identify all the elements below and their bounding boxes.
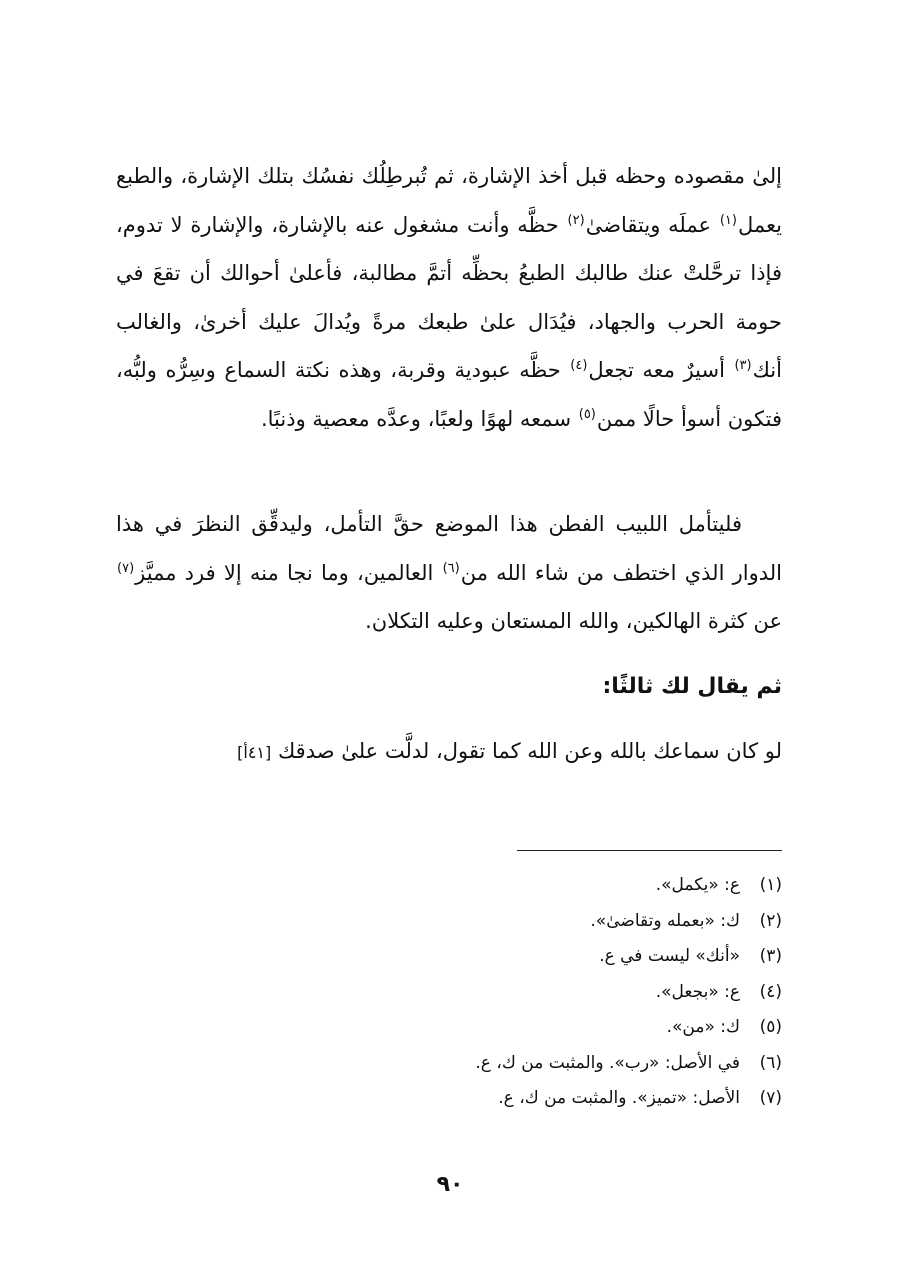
- footnote-ref-3[interactable]: (٣): [734, 358, 752, 373]
- paragraph-text: سمعه لهوًا ولعبًا، وعدَّه معصية وذنبًا.: [260, 406, 578, 431]
- footnotes-list: [475, 868, 782, 1117]
- footnote-ref-6[interactable]: (٦): [442, 560, 460, 576]
- footnote-ref-2[interactable]: (٢): [567, 212, 585, 228]
- footnote-number: (٣): [759, 946, 782, 966]
- footnote-item: [475, 1046, 782, 1082]
- footnote-ref-4[interactable]: (٤): [570, 358, 588, 373]
- footnote-text: ع: «بجعل».: [655, 981, 740, 1002]
- footnote-item: [475, 868, 782, 904]
- body-paragraph-1: [116, 152, 782, 443]
- paragraph-text: حظَّه عبودية وقربة، وهذه نكتة السماع وسِرُّه ولبُّه، فتكون أسوأ حالًا ممن: [116, 358, 782, 431]
- footnote-number: (٤): [759, 981, 782, 1002]
- paragraph-text: لو كان سماعك بالله وعن الله كما تقول، لدلَّت علىٰ صدقك: [277, 739, 782, 763]
- footnote-item: [475, 1010, 782, 1046]
- footnote-text: ك: «بعمله وتقاضىٰ».: [590, 910, 740, 931]
- footnote-item: [475, 975, 782, 1011]
- footnote-number: (٢): [759, 910, 782, 931]
- paragraph-text: أسيرٌ معه تجعل: [588, 358, 734, 382]
- footnote-number: (٧): [759, 1088, 782, 1108]
- footnote-text: ك: «من».: [666, 1017, 740, 1037]
- footnote-number: (١): [759, 875, 782, 895]
- paragraph-text: عملَه ويتقاضىٰ: [585, 212, 719, 237]
- footnote-item: [475, 904, 782, 940]
- footnote-item: [475, 1081, 782, 1117]
- body-paragraph-2: [116, 500, 782, 646]
- footnote-ref-7[interactable]: (٧): [117, 560, 135, 576]
- footnote-number: (٥): [759, 1017, 782, 1037]
- footnote-text: الأصل: «تميز». والمثبت من ك، ع.: [498, 1088, 740, 1108]
- footnote-divider: [517, 850, 782, 851]
- footnote-item: [475, 939, 782, 975]
- body-paragraph-3: [116, 727, 782, 778]
- footnote-text: في الأصل: «رب». والمثبت من ك، ع.: [475, 1052, 740, 1073]
- footnote-ref-1[interactable]: (١): [719, 212, 737, 228]
- paragraph-text: فليتأمل اللبيب الفطن هذا الموضع حقَّ التأمل، وليدقِّق النظرَ في هذا الدوار الذي اختطف من شاء الله من: [116, 512, 782, 585]
- paragraph-text: إلىٰ مقصوده وحظه قبل أخذ الإشارة، ثم تُبرطِلُك نفسُك بتلك الإشارة، والطبع يعمل: [116, 164, 782, 237]
- paragraph-text: عن كثرة الهالكين، والله المستعان وعليه التكلان.: [365, 609, 782, 633]
- section-heading: ثم يقال لك ثالثًا:: [602, 674, 782, 699]
- footnote-text: «أنك» ليست في ع.: [599, 946, 740, 966]
- footnote-text: ع: «يكمل».: [655, 875, 740, 895]
- footnote-number: (٦): [759, 1052, 782, 1073]
- footnote-ref-5[interactable]: (٥): [578, 406, 596, 422]
- page-number: ٩٠: [436, 1172, 464, 1197]
- paragraph-text: العالمين، وما نجا منه إلا فرد مميَّز: [135, 560, 442, 585]
- manuscript-folio-marker: [٤١أ]: [237, 743, 272, 762]
- paragraph-text: حظَّه وأنت مشغول عنه بالإشارة، والإشارة لا تدوم، فإذا ترحَّلتْ عنك طالبك الطبعُ بحظِّه أتمَّ مطالبة، فأعلىٰ أحوالك أن تقعَ في حومة الحرب والجهاد، فيُدَال علىٰ طبعك مرةً ويُدالَ عليك أخرىٰ، والغالب أنك: [116, 212, 782, 382]
